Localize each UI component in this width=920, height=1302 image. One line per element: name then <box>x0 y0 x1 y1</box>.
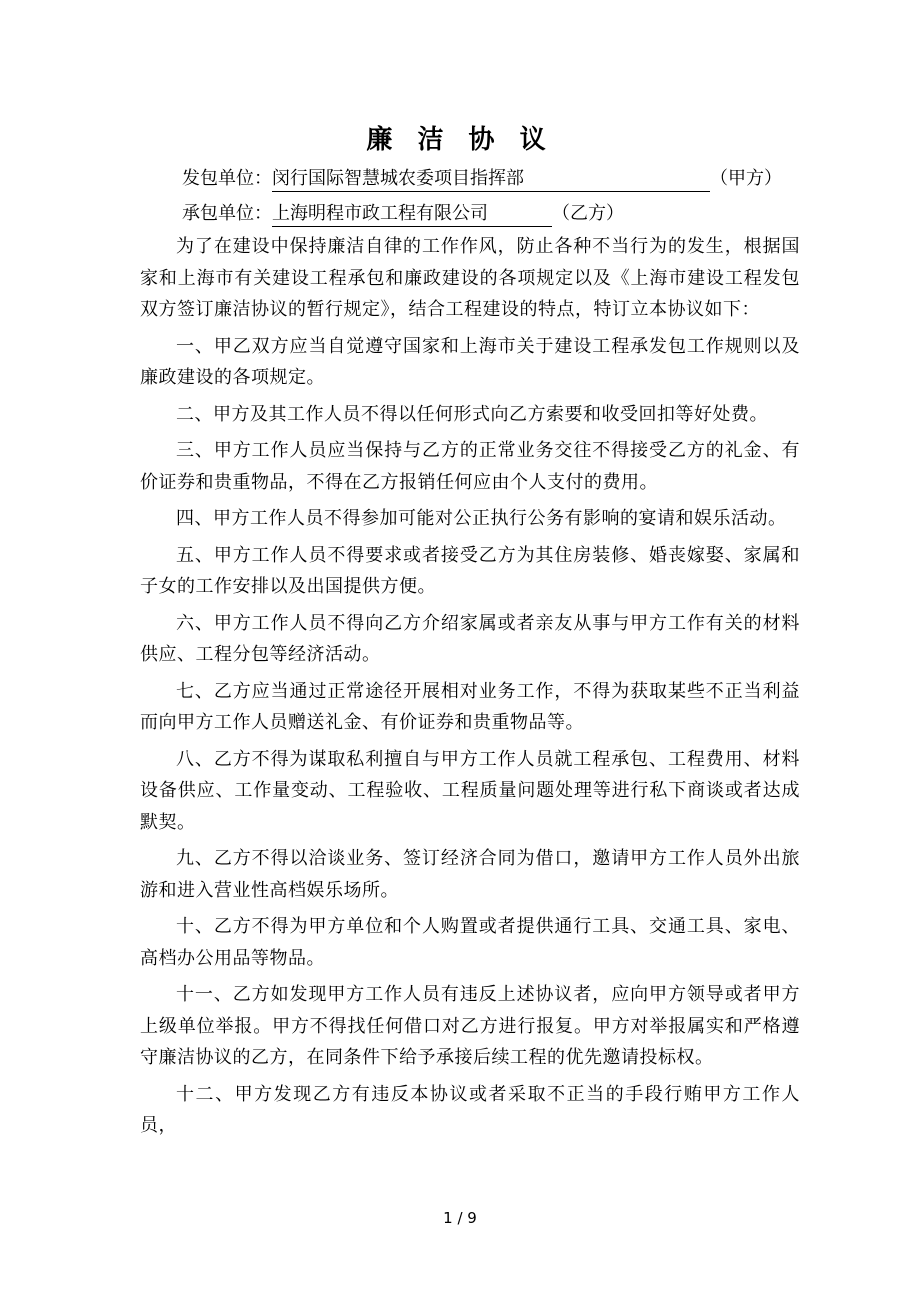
party-b-name-text: 上海明程市政工程有限公司 <box>272 203 488 224</box>
page-number: 1 / 9 <box>443 1209 477 1227</box>
paragraph-clause-1: 一、甲乙双方应当自觉遵守国家和上海市关于建设工程承发包工作规则以及廉政建设的各项规定。 <box>140 335 800 388</box>
party-b-line <box>182 199 624 229</box>
party-b-role: （乙方） <box>552 203 624 224</box>
paragraph-clause-10: 十、乙方不得为甲方单位和个人购置或者提供通行工具、交通工具、家电、高档办公用品等物品。 <box>140 916 800 969</box>
paragraph-clause-6: 六、甲方工作人员不得向乙方介绍家属或者亲友从事与甲方工作有关的材料供应、工程分包等经济活动。 <box>140 612 800 665</box>
paragraph-clause-12: 十二、甲方发现乙方有违反本协议或者采取不正当的手段行贿甲方工作人员， <box>140 1083 800 1136</box>
paragraph-clause-11: 十一、乙方如发现甲方工作人员有违反上述协议者，应向甲方领导或者甲方上级单位举报。甲方不得找任何借口对乙方进行报复。甲方对举报属实和严格遵守廉洁协议的乙方，在同条件下给予承接后续工程的优先邀请投标权。 <box>140 984 800 1068</box>
paragraph-clause-8: 八、乙方不得为谋取私利擅自与甲方工作人员就工程承包、工程费用、材料设备供应、工作量变动、工程验收、工程质量问题处理等进行私下商谈或者达成默契。 <box>140 748 800 833</box>
party-b-label: 承包单位： <box>182 203 272 224</box>
paragraph-clause-4: 四、甲方工作人员不得参加可能对公正执行公务有影响的宴请和娱乐活动。 <box>176 508 787 529</box>
paragraph-clause-3: 三、甲方工作人员应当保持与乙方的正常业务交往不得接受乙方的礼金、有价证券和贵重物品，不得在乙方报销任何应由个人支付的费用。 <box>140 440 800 493</box>
party-b-name <box>272 202 552 227</box>
party-a-name-text: 闵行国际智慧城农委项目指挥部 <box>272 168 524 189</box>
paragraph-clause-2: 二、甲方及其工作人员不得以任何形式向乙方索要和收受回扣等好处费。 <box>176 403 768 425</box>
paragraph-clause-9: 九、乙方不得以洽谈业务、签订经济合同为借口，邀请甲方工作人员外出旅游和进入营业性高档娱乐场所。 <box>140 848 800 901</box>
party-a-name <box>272 167 710 192</box>
party-a-label: 发包单位： <box>182 168 272 189</box>
document-title: 廉 洁 协 议 <box>366 125 554 155</box>
party-a-role: （甲方） <box>710 168 782 189</box>
agreement-body <box>140 231 800 1147</box>
paragraph-intro: 为了在建设中保持廉洁自律的工作作风，防止各种不当行为的发生，根据国家和上海市有关建设工程承包和廉政建设的各项规定以及《上海市建设工程发包双方签订廉洁协议的暂行规定》，结合工程建设的特点，特订立本协议如下： <box>140 236 800 320</box>
paragraph-clause-5: 五、甲方工作人员不得要求或者接受乙方为其住房装修、婚丧嫁娶、家属和子女的工作安排以及出国提供方便。 <box>140 544 800 597</box>
paragraph-clause-7: 七、乙方应当通过正常途径开展相对业务工作，不得为获取某些不正当利益而向甲方工作人员赠送礼金、有价证券和贵重物品等。 <box>140 680 800 733</box>
party-a-line <box>182 164 782 194</box>
